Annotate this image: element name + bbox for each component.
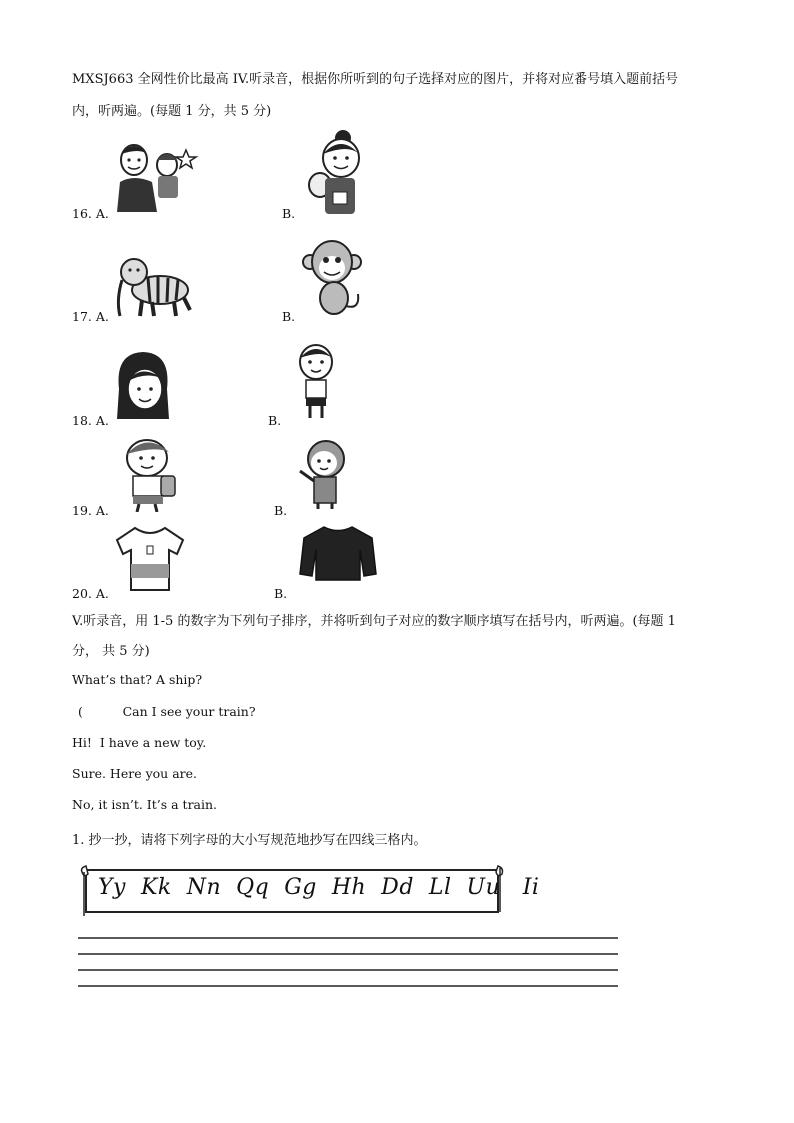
q19-b-label: B. [274,503,288,518]
sweater-image [298,524,378,582]
q18-b-label: B. [268,413,282,428]
girl-image [113,349,173,421]
section-4-instruction-line1: MXSJ663 全网性价比最高 IV.听录音，根据你所听到的句子选择对应的图片，并将对应番号填入题前括号 [72,72,679,87]
tiger-image [112,250,197,318]
four-line-grid [78,932,620,992]
q18-label: 18. A. [72,413,109,428]
alphabet-letters: Yy Kk Nn Qq Gg Hh Dd Ll Uu Ii [98,875,540,900]
q16-label: 16. A. [72,206,109,221]
copy-task-instruction: 1. 抄一抄，请将下列字母的大小写规范地抄写在四线三格内。 [72,833,427,848]
sentence-2: ( Can I see your train? [78,704,256,719]
father-and-son-image [112,140,202,212]
sentence-4: Sure. Here you are. [72,766,197,781]
q19-label: 19. A. [72,503,109,518]
mother-and-baby-image [305,130,375,215]
q20-b-label: B. [274,586,288,601]
boy-with-bag-image [115,436,185,512]
section-5-instruction-line2: 分， 共 5 分) [72,644,150,659]
boy-image [292,342,340,422]
q17-label: 17. A. [72,309,109,324]
q20-label: 20. A. [72,586,109,601]
sentence-1: What’s that? A ship? [72,672,203,687]
section-5-instruction-line1: V.听录音，用 1-5 的数字为下列句子排序，并将听到句子对应的数字顺序填写在括号内，听两遍。(每题 1 [72,614,676,629]
sentence-3: Hi! I have a new toy. [72,735,207,750]
section-4-instruction-line2: 内，听两遍。(每题 1 分，共 5 分) [72,104,272,119]
t-shirt-image [113,524,187,594]
waving-child-image [296,437,352,509]
sentence-5: No, it isn’t. It’s a train. [72,797,218,812]
monkey-image [302,236,364,320]
q17-b-label: B. [282,309,296,324]
q16-b-label: B. [282,206,296,221]
